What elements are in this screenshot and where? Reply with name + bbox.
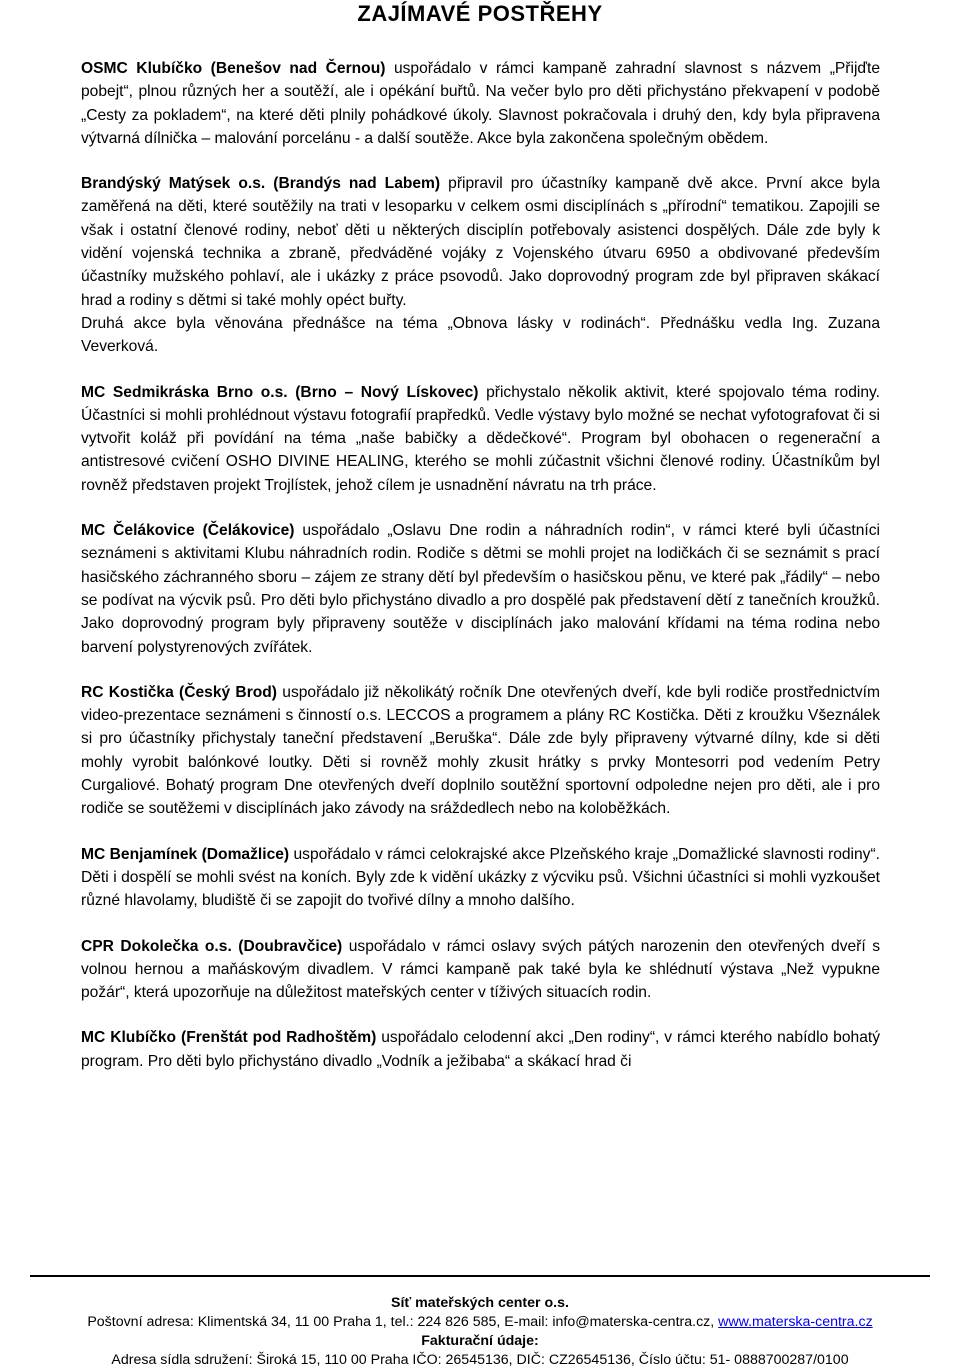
paragraph	[81, 312, 880, 359]
organization-name: MC Sedmikráska Brno o.s. (Brno – Nový Lískovec)	[81, 383, 479, 401]
paragraph	[81, 935, 880, 1005]
footer-billing-details: Adresa sídla sdružení: Široká 15, 110 00 Praha IČO: 26545136, DIČ: CZ26545136, Číslo účtu: 51- 0888700287/0100	[111, 1352, 849, 1368]
article-body	[81, 57, 880, 1095]
paragraph	[81, 172, 880, 312]
footer-billing-heading: Fakturační údaje:	[421, 1333, 539, 1349]
postal-address-text: Poštovní adresa: Klimentská 34, 11 00 Praha 1, tel.: 224 826 585, E-mail: info@materska-centra.cz,	[87, 1314, 719, 1330]
paragraph	[81, 1026, 880, 1073]
footer	[0, 1294, 960, 1370]
footer-postal-address	[0, 1313, 960, 1332]
organization-name: Brandýský Matýsek o.s. (Brandýs nad Labem)	[81, 175, 441, 193]
paragraph-text: připravil pro účastníky kampaně dvě akce. První akce byla zaměřená na děti, které soutěžily na trati v lesoparku v celkem osmi disciplínách s „přírodní“ tematikou. Zapojili se však i ostatní členové rodiny, neboť děti u některých disciplín potřebovaly asistenci dospělých. Dále zde byly k vidění vojenská technika a zbraně, předváděné vojáky z Vojenského útvaru 6950 a obdivované především účastníky mužského pohlaví, ale i ukázky z práce psovodů. Jako doprovodný program zde byl připraven skákací hrad a rodiny s dětmi si také mohly opéct buřty.	[81, 175, 880, 309]
paragraph	[81, 57, 880, 150]
paragraph-text: uspořádalo „Oslavu Dne rodin a náhradních rodin“, v rámci které byli účastníci seznámeni s aktivitami Klubu náhradních rodin. Rodiče s dětmi se mohli projet na lodičkách či se seznámit s prací hasičského záchranného sboru – zájem ze strany dětí byl především o hasičskou pěnu, ve které pak „řádily“ – nebo se podívat na výcvik psů. Pro děti bylo přichystáno divadlo a pro dospělé pak představení dětí z tanečních kroužků. Jako doprovodný program byly připraveny soutěže v disciplínách jako malování křídami na téma rodina nebo barvení polystyrenových zvířátek.	[81, 522, 880, 656]
paragraph-text: uspořádalo celodenní akci „Den rodiny“, v rámci kterého nabídlo bohatý program. Pro děti bylo přichystáno divadlo „Vodník a ježibaba“ a skákací hrad či	[81, 1029, 881, 1070]
paragraph	[81, 681, 880, 821]
organization-name: MC Benjamínek (Domažlice)	[81, 845, 290, 863]
paragraph-text: uspořádalo již několikátý ročník Dne otevřených dveří, kde byli rodiče prostřednictvím video-prezentace seznámeni s činností o.s. LECCOS a programem a plány RC Kostička. Děti z kroužku Všeználek si pro účastníky přichystaly taneční představení „Beruška“. Dále zde byly připraveny výtvarné dílny, kde si děti mohly vyrobit balónkové loutky. Děti si rovněž mohly zkusit hrátky s prvky Montesorri pod vedením Petry Curgaliové. Bohatý program Dne otevřených dveří doplnilo soutěžní sportovní odpoledne nejen pro děti, ale i pro rodiče se soutěžemi v disciplínách jako závody na sráždedlech nebo na koloběžkách.	[81, 683, 880, 818]
organization-name: OSMC Klubíčko (Benešov nad Černou)	[81, 60, 386, 77]
website-link[interactable]: www.materska-centra.cz	[718, 1314, 873, 1330]
organization-name: MC Čelákovice (Čelákovice)	[81, 522, 295, 540]
organization-name: MC Klubíčko (Frenštát pod Radhoštěm)	[81, 1029, 377, 1047]
footer-organization: Síť mateřských center o.s.	[391, 1295, 569, 1311]
paragraph	[81, 843, 880, 913]
page-title: ZAJÍMAVÉ POSTŘEHY	[357, 1, 603, 26]
organization-name: RC Kostička (Český Brod)	[81, 683, 278, 701]
paragraph	[81, 381, 880, 497]
paragraph-text: přichystalo několik aktivit, které spojovalo téma rodiny. Účastníci si mohli prohlédnout výstavu fotografií prapředků. Vedle výstavy bylo možné se nechat vyfotografovat či si vytvořit koláž při povídání na téma „naše babičky a dědečkové“. Program byl obohacen o regenerační a antistresové cvičení OSHO DIVINE HEALING, kterého se mohli zúčastnit všichni členové rodiny. Účastníkům byl rovněž představen projekt Trojlístek, jehož cílem je usnadnění návratu na trh práce.	[81, 383, 880, 494]
paragraph-text: Druhá akce byla věnována přednášce na téma „Obnova lásky v rodinách“. Přednášku vedla Ing. Zuzana Veverková.	[81, 314, 880, 356]
paragraph-text: uspořádalo v rámci oslavy svých pátých narozenin den otevřených dveří s volnou hernou a maňáskovým divadlem. V rámci kampaně pak také byla ke shlédnutí výstava „Než vypukne požár“, která upozorňuje na důležitost mateřských center v tíživých situacích rodin.	[81, 937, 880, 1002]
paragraph-text: uspořádalo v rámci celokrajské akce Plzeňského kraje „Domažlické slavnosti rodiny“. Děti i dospělí se mohli svést na koních. Byly zde k vidění ukázky z výcviku psů. Všichni účastníci si mohli vyzkoušet různé hlavolamy, bludiště či se zapojit do tvořivé dílny a mnoho dalšího.	[81, 845, 881, 910]
footer-divider	[30, 1275, 930, 1277]
paragraph-text: uspořádalo v rámci kampaně zahradní slavnost s názvem „Přijďte pobejt“, plnou různých her a soutěží, ale i opékání buřtů. Na večer bylo pro děti přichystáno překvapení v podobě „Cesty za pokladem“, na které děti plnily pohádkové úkoly. Slavnost pokračovala i druhý den, kdy byla připravena výtvarná dílnička – malování porcelánu - a další soutěže. Akce byla zakončena společným obědem.	[81, 60, 880, 147]
paragraph	[81, 519, 880, 659]
organization-name: CPR Dokolečka o.s. (Doubravčice)	[81, 937, 343, 955]
